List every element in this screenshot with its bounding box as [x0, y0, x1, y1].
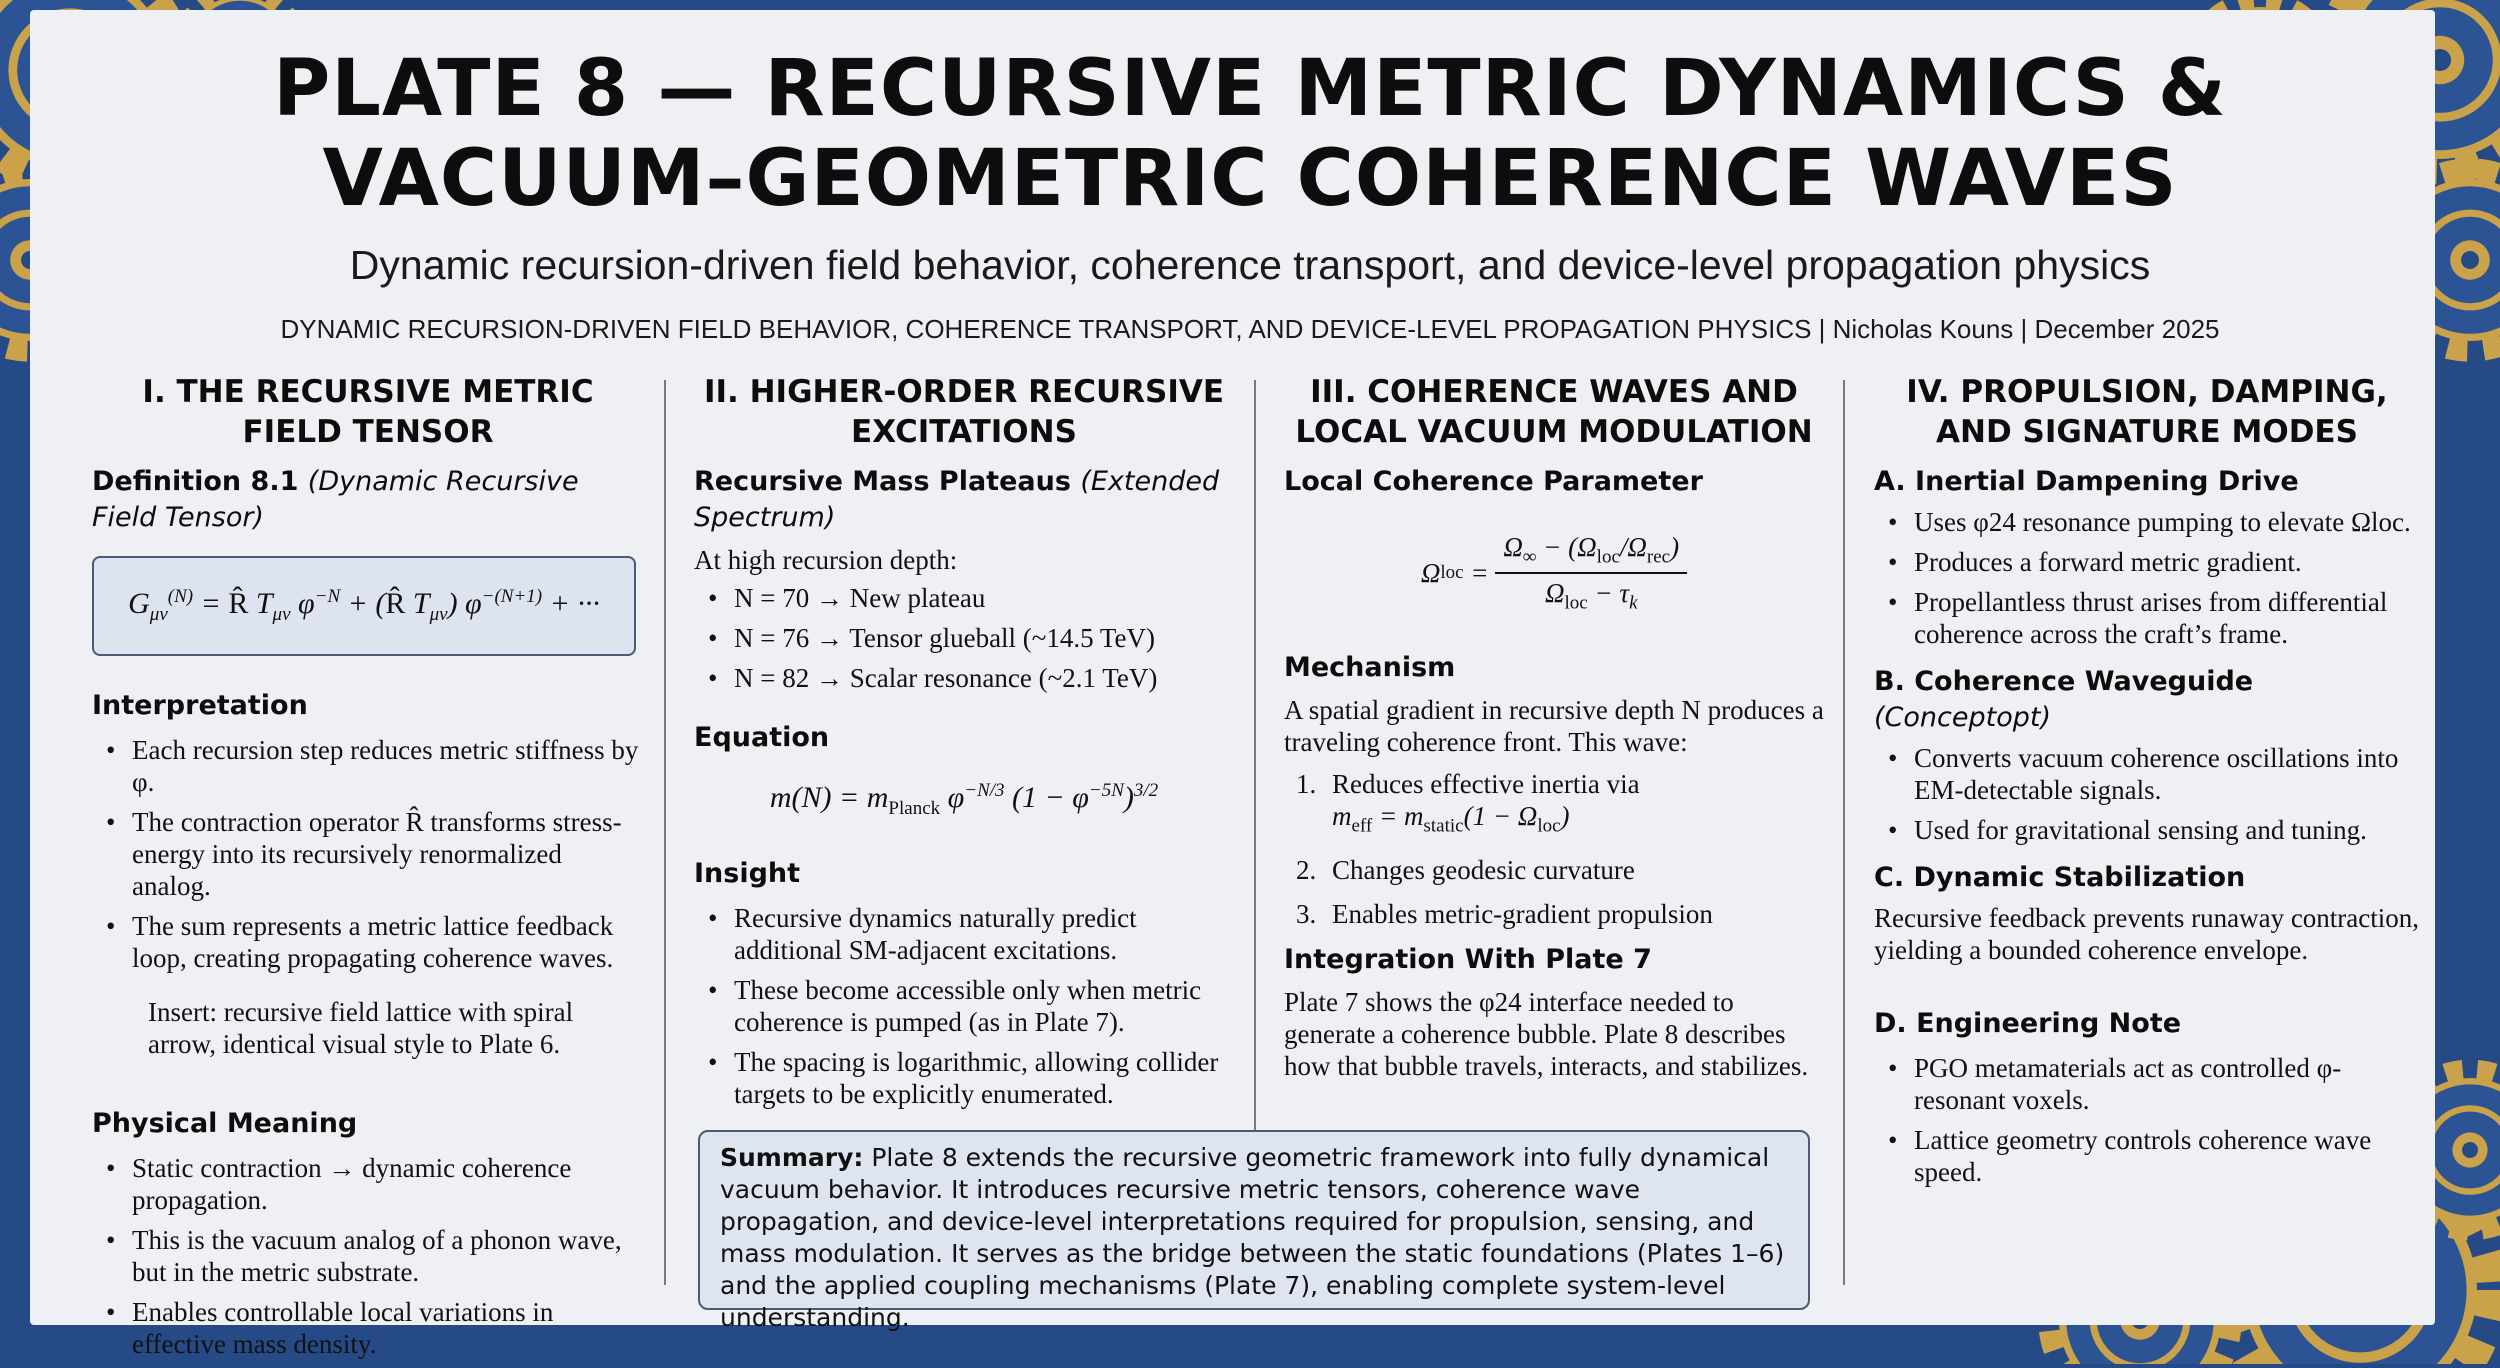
page-title-line-2: VACUUM–GEOMETRIC COHERENCE WAVES [322, 134, 2178, 224]
stabilization-heading: C. Dynamic Stabilization [1874, 862, 2246, 893]
waveguide-list [1874, 742, 2420, 846]
list-item: • Propellantless thrust arises from differential coherence across the craft’s frame. [1874, 586, 2420, 650]
page-title-line-1: PLATE 8 — RECURSIVE METRIC DYNAMICS & [273, 44, 2227, 134]
list-item: • N = 82 → Scalar resonance (~2.1 TeV) [694, 662, 1234, 694]
engineering-note-heading: D. Engineering Note [1874, 1008, 2182, 1039]
list-item: • These become accessible only when metric coherence is pumped (as in Plate 7). [694, 974, 1234, 1038]
coherence-equation: Ω loc = $\frac{\Omega_\infty - (\Omega_{loc}/\Omega_{rec})}{\Omega_{loc} - \tau_k}$ [1284, 518, 1824, 628]
plateaus-intro: At high recursion depth: [694, 545, 958, 575]
mass-plateaus-heading: Recursive Mass Plateaus (Extended Spectrum) [694, 466, 1220, 533]
insight-heading: Insight [694, 858, 801, 889]
stabilization-text: Recursive feedback prevents runaway contraction, yielding a bounded coherence envelope. [1874, 903, 2420, 965]
coherence-parameter-heading: Local Coherence Parameter [1284, 466, 1703, 497]
list-item: • Lattice geometry controls coherence wave speed. [1874, 1124, 2420, 1188]
list-item: 1. Reduces effective inertia via $m_{eff} = m_{static}(1 - \Omega_{loc})$ [1296, 769, 1640, 837]
integration-text: Plate 7 shows the φ24 interface needed to generate a coherence bubble. Plate 8 describes how that bubble travels, interacts, and stabilizes. [1284, 987, 1809, 1082]
insert-note: Insert: recursive field lattice with spiral arrow, identical visual style to Plate 6. [148, 997, 574, 1059]
list-item: • PGO metamaterials act as controlled φ-resonant voxels. [1874, 1052, 2420, 1116]
mass-equation: $m(N) = m_{Planck}$ $\varphi^{-N/3}$ $(1 - \varphi^{-5N})^{3/2}$ [769, 780, 1159, 819]
interpretation-heading: Interpretation [92, 690, 308, 721]
definition-heading: Definition 8.1 (Dynamic Recursive Field Tensor) [92, 466, 579, 533]
summary-box [698, 1130, 1810, 1332]
column-title: II. HIGHER-ORDER RECURSIVE EXCITATIONS [703, 374, 1225, 450]
byline: DYNAMIC RECURSION-DRIVEN FIELD BEHAVIOR, COHERENCE TRANSPORT, AND DEVICE-LEVEL PROPAGATION PHYSICS | Nicholas Kouns | December 2025 [280, 314, 2220, 344]
integration-heading: Integration With Plate 7 [1284, 944, 1652, 976]
inertia-equation: $m_{eff} = m_{static}(1 - \Omega_{loc})$ [1332, 801, 1570, 837]
list-item: • The spacing is logarithmic, allowing collider targets to be explicitly enumerated. [694, 1046, 1234, 1110]
list-item: • The contraction operator R̂ transforms stress-energy into its recursively renormalized analog. [92, 806, 644, 902]
column-title: III. COHERENCE WAVES AND LOCAL VACUUM MODULATION [1295, 374, 1813, 450]
equation-heading: Equation [694, 722, 830, 753]
list-item: 2. Changes geodesic curvature [1296, 855, 1635, 886]
list-item: 3. Enables metric-gradient propulsion [1296, 899, 1713, 930]
column-higher-order [694, 372, 1234, 1118]
list-item: • N = 76 → Tensor glueball (~14.5 TeV) [694, 622, 1234, 654]
list-item: • N = 70 → New plateau [694, 582, 1234, 614]
list-item: • Recursive dynamics naturally predict additional SM-adjacent excitations. [694, 902, 1234, 966]
physical-meaning-list [92, 1152, 644, 1360]
inertial-dampening-heading: A. Inertial Dampening Drive [1874, 466, 2299, 497]
list-item: • The sum represents a metric lattice feedback loop, creating propagating coherence waves. [92, 910, 644, 974]
plateaus-list [694, 582, 1234, 694]
list-item: • Used for gravitational sensing and tuning. [1874, 814, 2420, 846]
summary-text: Plate 8 extends the recursive geometric framework into fully dynamical vacuum behavior. It introduces recursive metric tensors, coherence wave propagation, and device-level interpretations required for propulsion, sensing, and mass modulation. It serves as the bridge between the static foundations (Plates 1–6) and the applied coupling mechanisms (Plate 7), enabling complete system-level understanding. [720, 1143, 1785, 1332]
physical-meaning-heading: Physical Meaning [92, 1108, 358, 1139]
column-coherence-waves [1284, 372, 1824, 1082]
mechanism-text: A spatial gradient in recursive depth N produces a traveling coherence front. This wave: [1284, 695, 1824, 757]
tensor-equation: $G_{\mu\nu}^{(N)}$ = R̂ $T_{\mu\nu}$ $\varphi^{-N}$ + (R̂ $T_{\mu\nu}$) $\varphi^{-(N+1)}$ + ··· [128, 586, 600, 625]
mechanism-heading: Mechanism [1284, 652, 1456, 683]
list-item: • Produces a forward metric gradient. [1874, 546, 2420, 578]
page-subtitle: Dynamic recursion-driven field behavior, coherence transport, and device-level propagation physics [349, 242, 2151, 288]
mechanism-list [1284, 768, 1824, 930]
list-item: • This is the vacuum analog of a phonon wave, but in the metric substrate. [92, 1224, 644, 1288]
summary-label: Summary: [720, 1143, 864, 1172]
engineering-note-list [1874, 1052, 2420, 1188]
waveguide-heading: B. Coherence Waveguide (Conceptopt) [1874, 666, 2254, 733]
insight-list [694, 902, 1234, 1110]
list-item: • Uses φ24 resonance pumping to elevate Ωloc. [1874, 506, 2420, 538]
list-item: • Converts vacuum coherence oscillations into EM-detectable signals. [1874, 742, 2420, 806]
column-divider [1843, 380, 1845, 1285]
interpretation-list [92, 734, 644, 974]
column-propulsion [1874, 372, 2420, 1196]
column-recursive-metric [92, 372, 644, 1368]
list-item: • Static contraction → dynamic coherence propagation. [92, 1152, 644, 1216]
column-title: IV. PROPULSION, DAMPING, AND SIGNATURE MODES [1906, 374, 2388, 450]
column-title: I. THE RECURSIVE METRIC FIELD TENSOR [142, 374, 594, 450]
list-item: • Enables controllable local variations in effective mass density. [92, 1296, 644, 1360]
list-item: • Each recursion step reduces metric stiffness by φ. [92, 734, 644, 798]
column-divider [664, 380, 666, 1285]
inertial-dampening-list [1874, 506, 2420, 650]
tensor-equation-box [92, 556, 636, 656]
